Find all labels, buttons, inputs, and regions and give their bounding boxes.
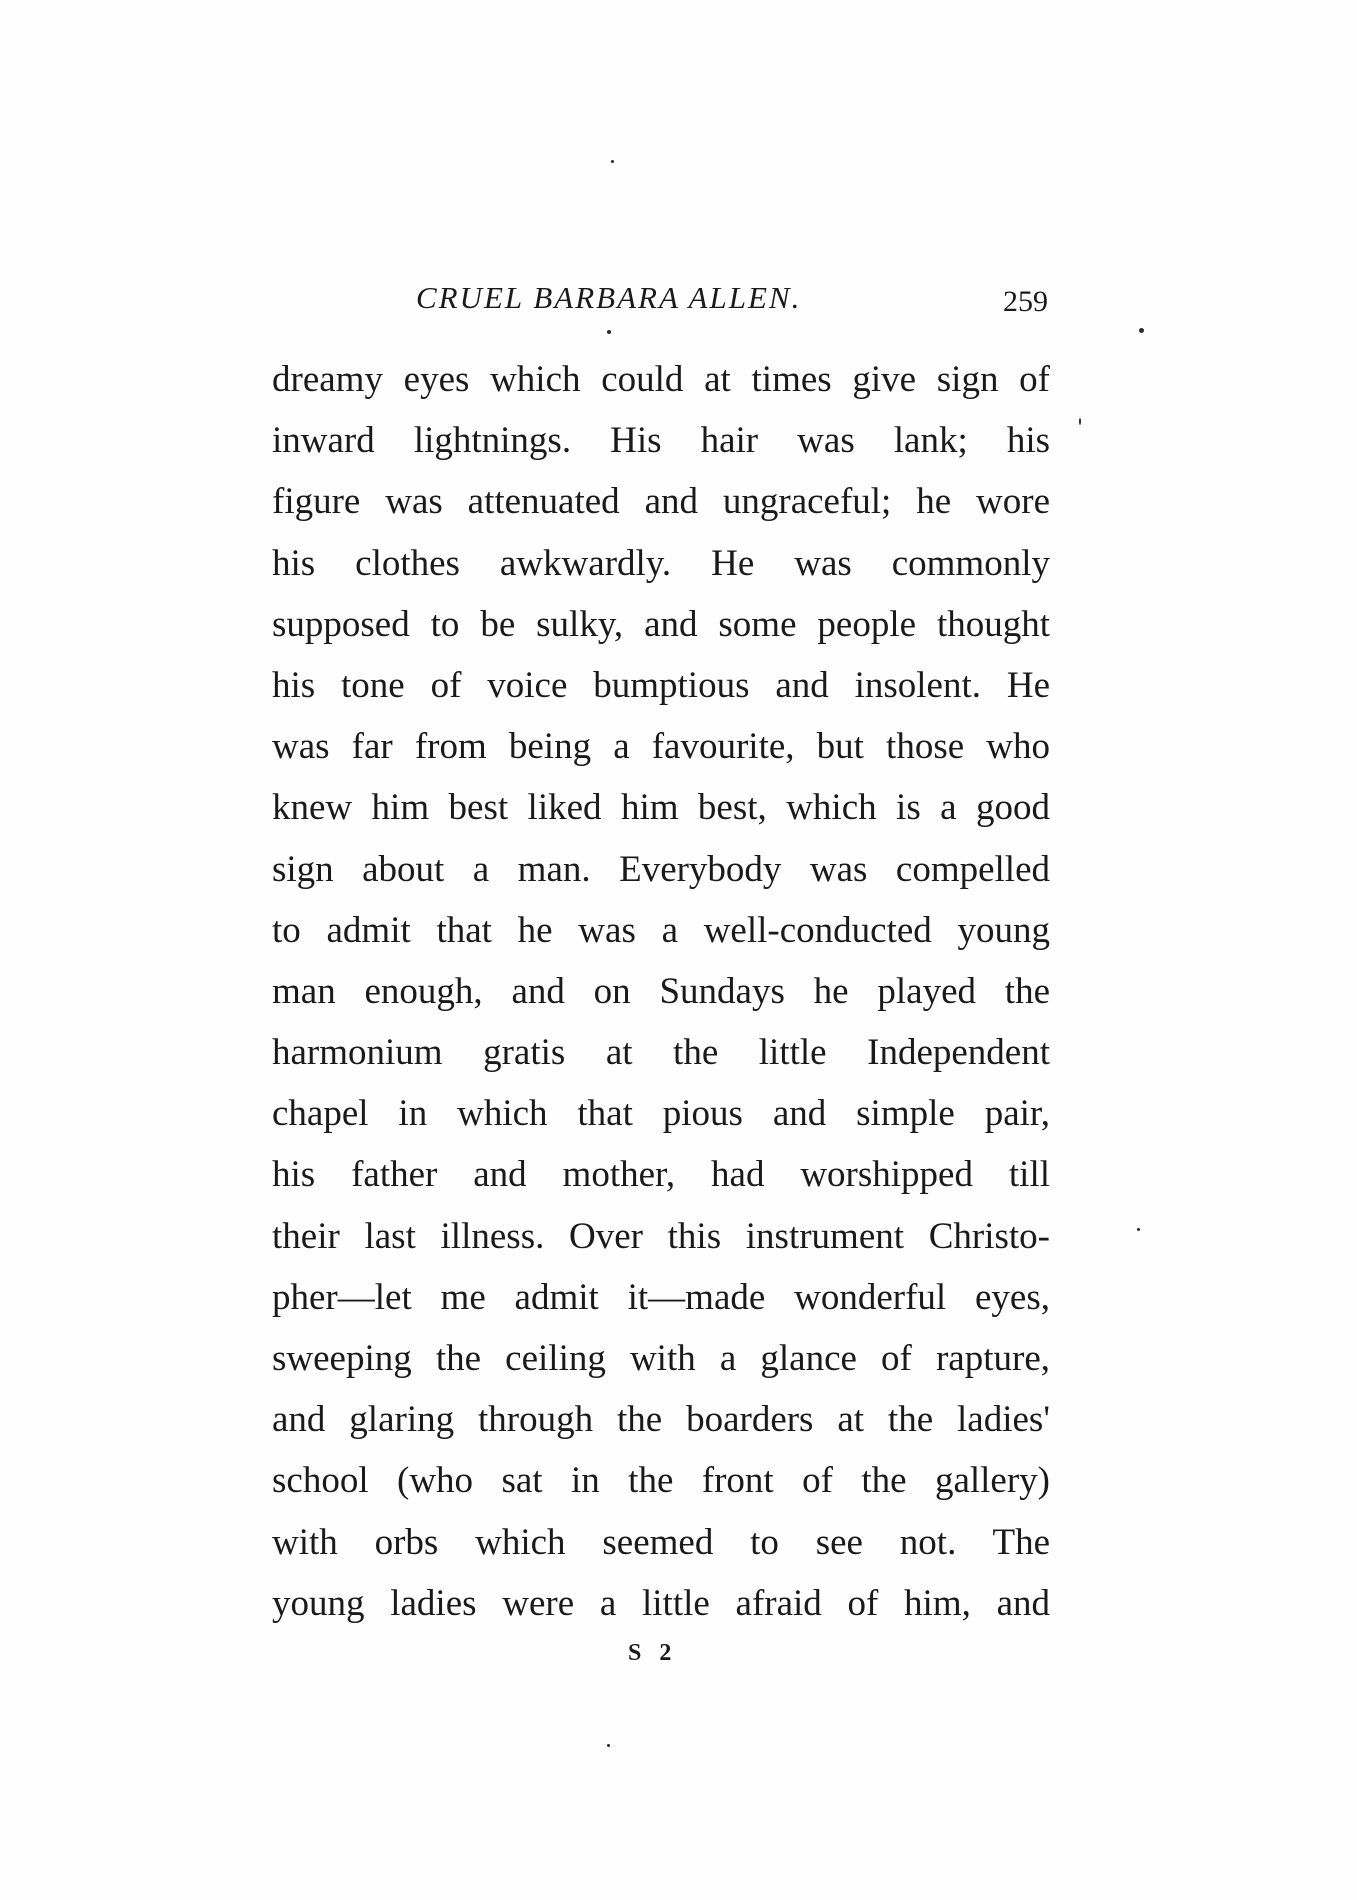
text-line: with orbs which seemed to see not. The (272, 1521, 1050, 1563)
page-number: 259 (1003, 285, 1048, 318)
text-line: his father and mother, had worshipped till (272, 1154, 1050, 1196)
ink-speck (611, 160, 614, 163)
text-line: young ladies were a little afraid of him, and (272, 1582, 1050, 1624)
ink-speck (1137, 1228, 1140, 1231)
running-head (273, 278, 1048, 328)
text-line: their last illness. Over this instrument Christo- (272, 1215, 1050, 1257)
ink-speck (607, 330, 611, 334)
text-line: dreamy eyes which could at times give sign of (272, 359, 1050, 400)
text-line: sweeping the ceiling with a glance of rapture, (272, 1338, 1050, 1379)
ink-speck (1139, 328, 1144, 333)
body-text (272, 349, 1050, 1634)
ink-speck (607, 1744, 610, 1747)
text-line: pher—let me admit it—made wonderful eyes, (272, 1276, 1050, 1318)
text-line: to admit that he was a well-conducted young (272, 909, 1050, 951)
text-line: supposed to be sulky, and some people thought (272, 603, 1050, 645)
text-line: man enough, and on Sundays he played the (272, 970, 1050, 1012)
text-line: knew him best liked him best, which is a good (272, 787, 1050, 829)
text-line: inward lightnings. His hair was lank; his (272, 420, 1050, 462)
ink-speck (1079, 418, 1081, 425)
text-line: his clothes awkwardly. He was commonly (272, 542, 1050, 584)
text-line: chapel in which that pious and simple pair, (272, 1093, 1050, 1135)
text-line: harmonium gratis at the little Independent (272, 1032, 1050, 1074)
text-line: school (who sat in the front of the gallery) (272, 1460, 1050, 1502)
text-line: figure was attenuated and ungraceful; he wore (272, 481, 1050, 523)
text-line: sign about a man. Everybody was compelled (272, 848, 1050, 890)
text-line: his tone of voice bumptious and insolent. He (272, 664, 1050, 706)
running-title: CRUEL BARBARA ALLEN. (416, 280, 802, 315)
signature-mark: S 2 (628, 1640, 678, 1666)
text-line: was far from being a favourite, but those who (272, 726, 1050, 768)
text-line: and glaring through the boarders at the ladies' (272, 1399, 1050, 1441)
